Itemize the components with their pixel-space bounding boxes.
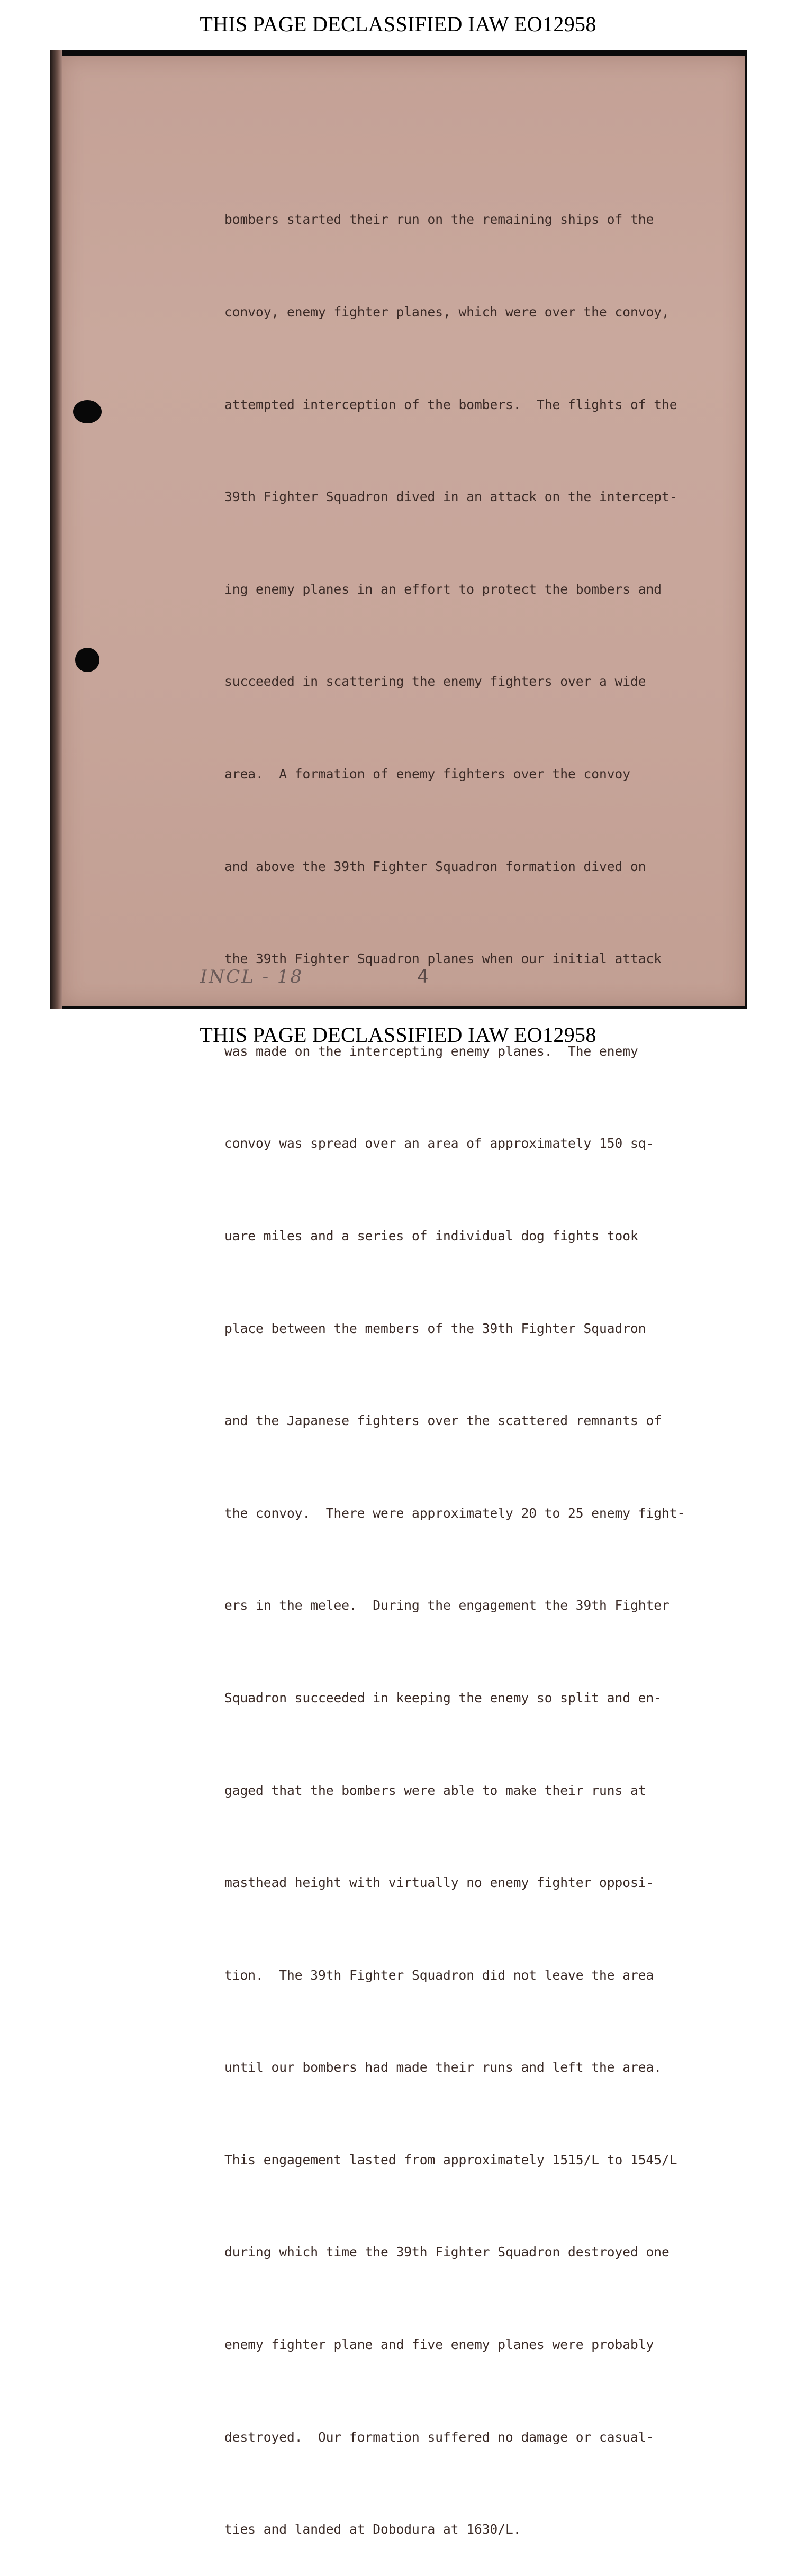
text-line: and the Japanese fighters over the scattered remnants of [224, 1413, 662, 1429]
text-line: destroyed. Our formation suffered no damage or casual- [224, 2429, 654, 2445]
page-number: 4 [417, 966, 429, 987]
document-body [224, 143, 743, 2576]
text-line: the convoy. There were approximately 20 to 25 enemy fight- [224, 1505, 685, 1521]
text-line: enemy fighter plane and five enemy planes were probably [224, 2337, 654, 2353]
text-line: masthead height with virtually no enemy fighter opposi- [224, 1875, 654, 1891]
text-line: the 39th Fighter Squadron planes when our initial attack [224, 951, 662, 967]
declassification-banner-top: THIS PAGE DECLASSIFIED IAW EO12958 [200, 12, 596, 36]
text-line: place between the members of the 39th Fighter Squadron [224, 1320, 646, 1336]
text-line: and above the 39th Fighter Squadron formation dived on [224, 858, 646, 874]
text-line: attempted interception of the bombers. The flights of the [224, 396, 677, 412]
text-line: tion. The 39th Fighter Squadron did not leave the area [224, 1967, 654, 1983]
text-line: succeeded in scattering the enemy fighters over a wide [224, 674, 646, 690]
text-line: during which time the 39th Fighter Squadron destroyed one [224, 2244, 670, 2260]
text-line: convoy, enemy fighter planes, which were over the convoy, [224, 304, 670, 320]
text-line: bombers started their run on the remaining ships of the [224, 212, 654, 228]
paper-edge [50, 50, 62, 1009]
punch-hole [75, 648, 100, 672]
text-line: This engagement lasted from approximately 1515/L to 1545/L [224, 2152, 677, 2167]
inclosure-handwritten-note: INCL - 18 [200, 966, 304, 987]
text-line: Squadron succeeded in keeping the enemy so split and en- [224, 1690, 662, 1706]
text-line: convoy was spread over an area of approximately 150 sq- [224, 1136, 654, 1151]
declassification-banner-bottom: THIS PAGE DECLASSIFIED IAW EO12958 [200, 1023, 596, 1047]
text-line: ties and landed at Dobodura at 1630/L. [224, 2521, 521, 2537]
text-line: gaged that the bombers were able to make their runs at [224, 1782, 646, 1798]
text-line: uare miles and a series of individual dog fights took [224, 1228, 638, 1244]
text-line: ing enemy planes in an effort to protect the bombers and [224, 581, 662, 597]
text-line: area. A formation of enemy fighters over the convoy [224, 766, 631, 782]
text-line: 39th Fighter Squadron dived in an attack on the intercept- [224, 489, 677, 505]
text-line: ers in the melee. During the engagement the 39th Fighter [224, 1598, 670, 1613]
text-line: until our bombers had made their runs and left the area. [224, 2060, 662, 2075]
punch-hole [73, 400, 102, 423]
text-line: was made on the intercepting enemy planes. The enemy [224, 1043, 638, 1059]
